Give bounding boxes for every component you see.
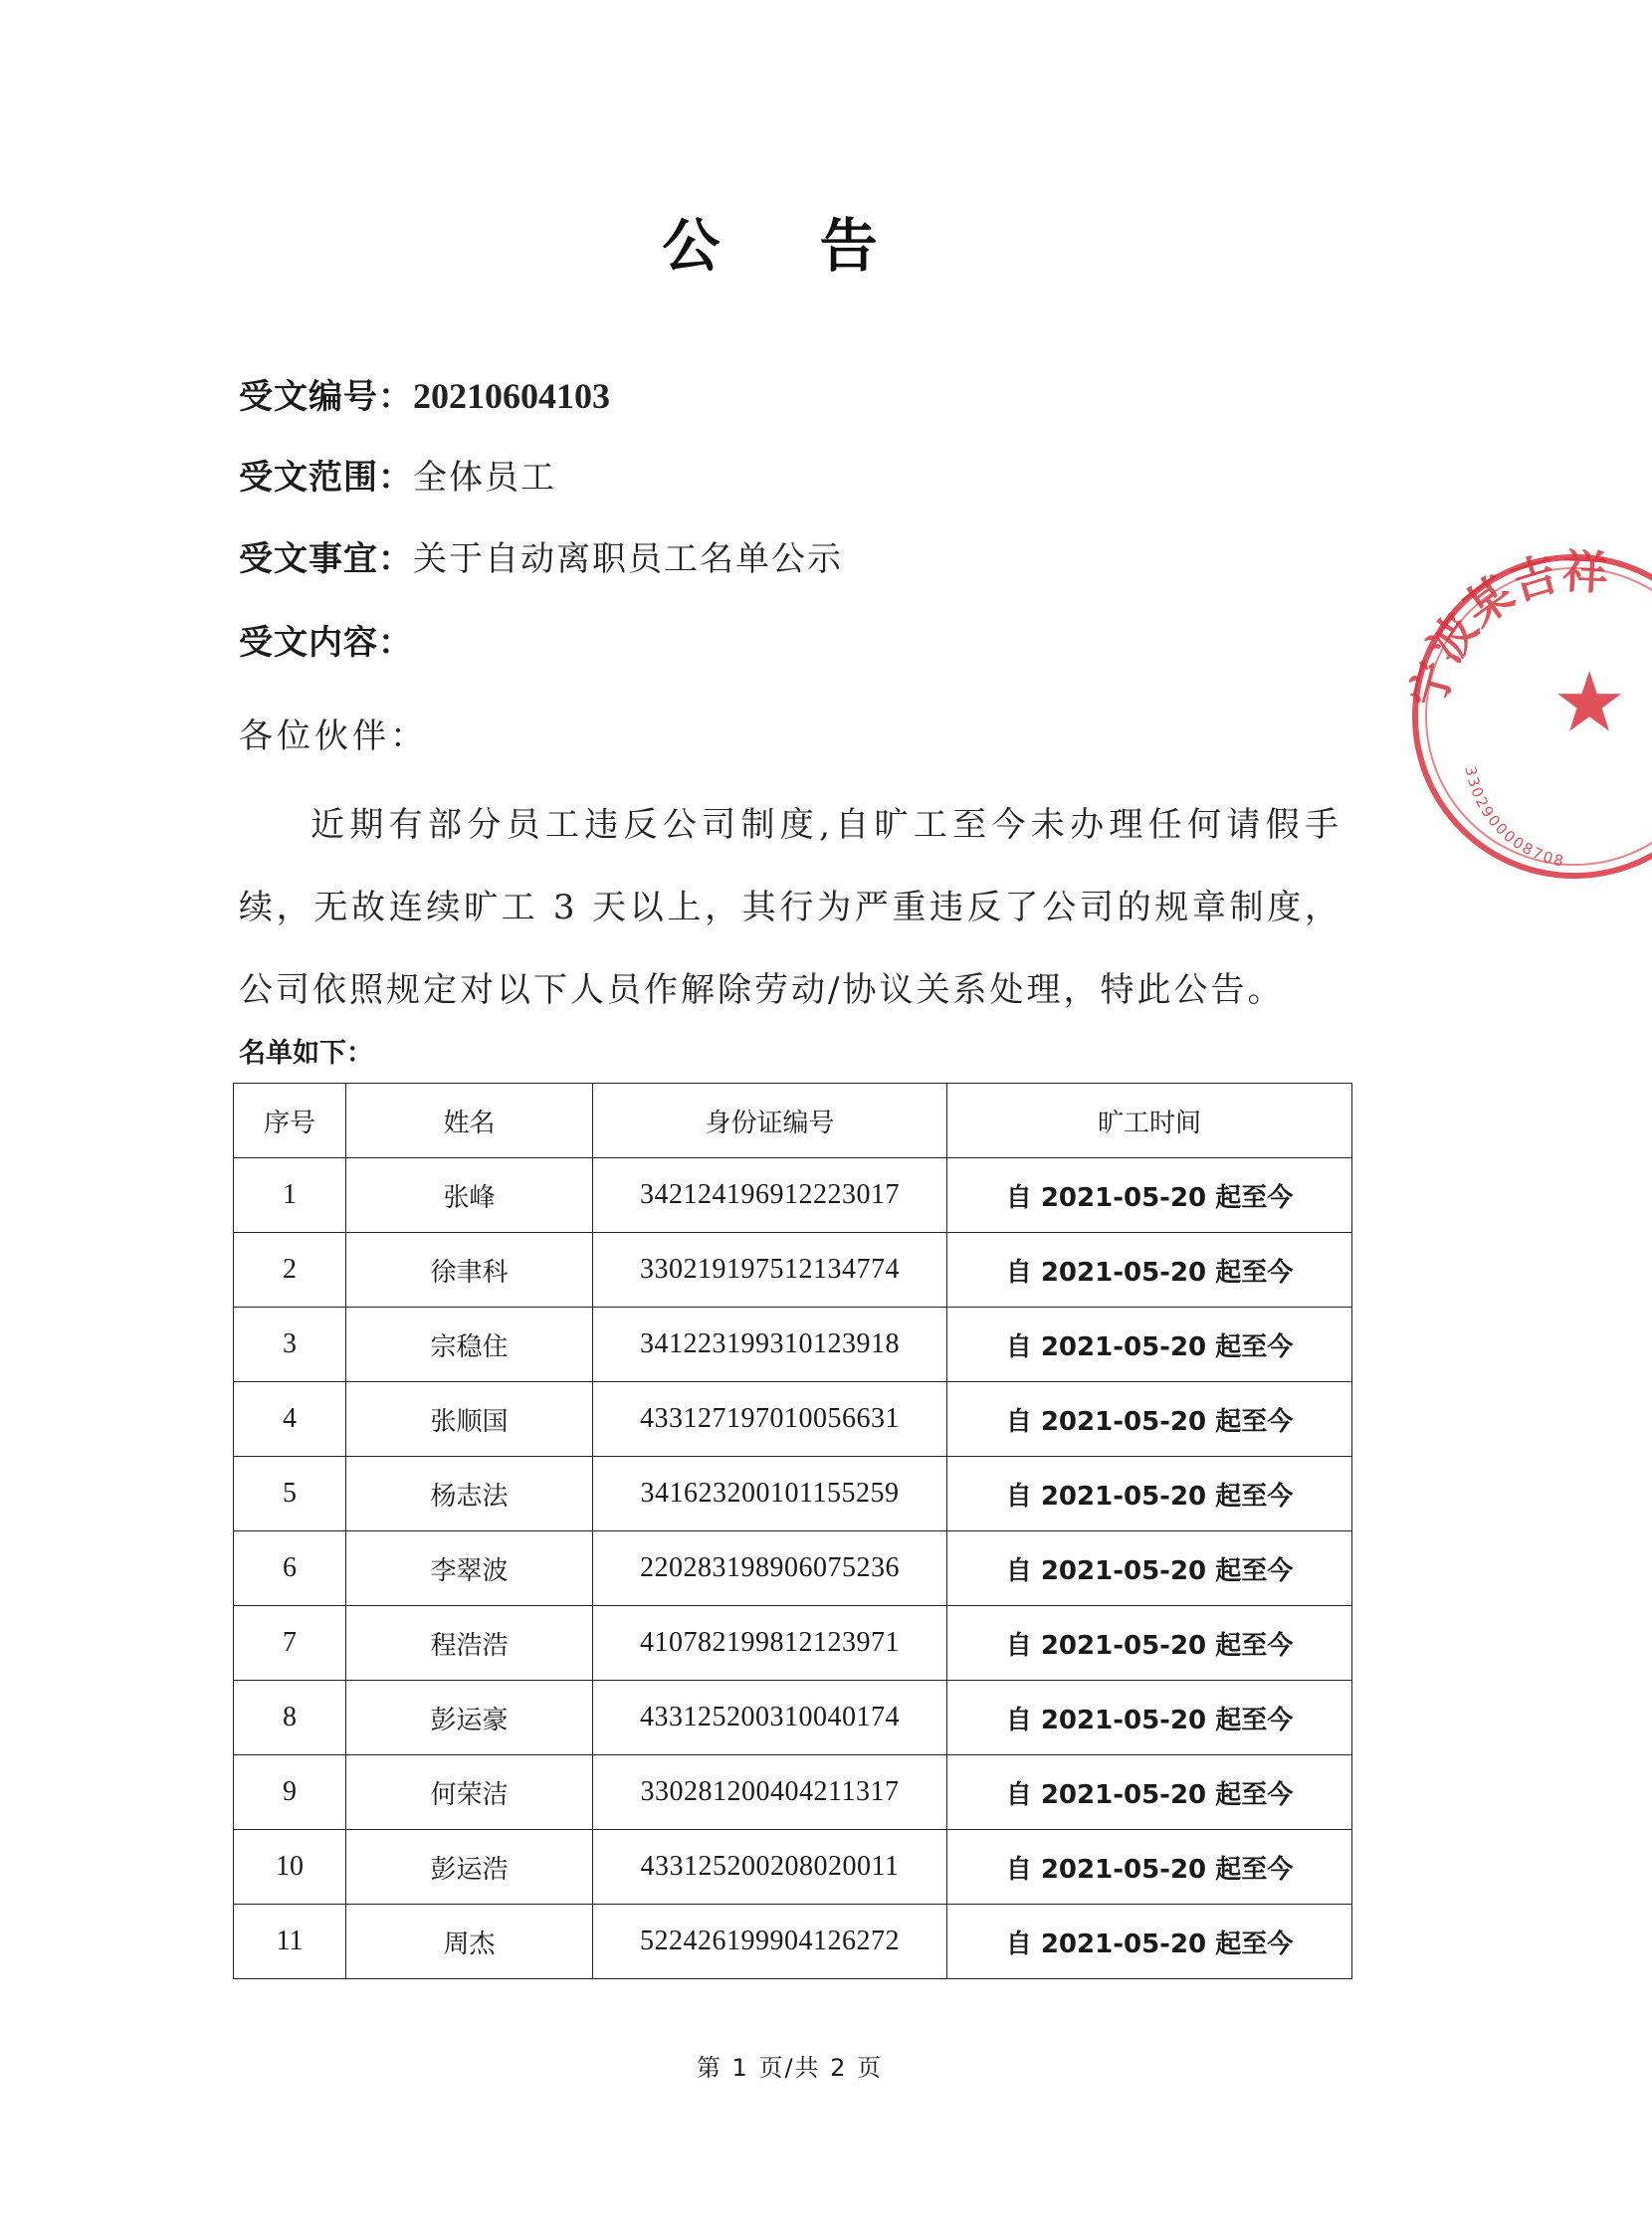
row-seq: 3 — [234, 1308, 346, 1382]
row-name: 张顺国 — [346, 1382, 593, 1457]
row-id-number: 330281200404211317 — [593, 1755, 947, 1830]
row-seq: 5 — [234, 1457, 346, 1531]
row-absence-time: 自 2021-05-20 起至今 — [947, 1457, 1352, 1531]
row-seq: 2 — [234, 1233, 346, 1308]
company-seal-stamp — [1393, 517, 1652, 876]
row-seq: 10 — [234, 1830, 346, 1905]
row-name: 李翠波 — [346, 1531, 593, 1606]
row-absence-time: 自 2021-05-20 起至今 — [947, 1681, 1352, 1755]
table-row — [234, 1531, 1352, 1606]
row-seq: 7 — [234, 1606, 346, 1681]
meta-label: 受文编号： — [239, 377, 413, 417]
row-name: 张峰 — [346, 1158, 593, 1233]
row-name: 彭运豪 — [346, 1681, 593, 1755]
table-row — [234, 1905, 1352, 1979]
row-name: 彭运浩 — [346, 1830, 593, 1905]
row-name: 何荣洁 — [346, 1755, 593, 1830]
row-id-number: 410782199812123971 — [593, 1606, 947, 1681]
row-name: 周杰 — [346, 1905, 593, 1979]
row-absence-time: 自 2021-05-20 起至今 — [947, 1382, 1352, 1457]
table-row — [234, 1830, 1352, 1905]
meta-label: 受文事宜： — [239, 539, 413, 579]
meta-doc-number — [239, 374, 610, 419]
row-name: 宗稳住 — [346, 1308, 593, 1382]
row-name: 程浩浩 — [346, 1606, 593, 1681]
row-seq: 4 — [234, 1382, 346, 1457]
doc-number-value: 20210604103 — [413, 376, 610, 416]
row-id-number: 341623200101155259 — [593, 1457, 947, 1531]
greeting: 各位伙伴： — [239, 716, 428, 756]
row-absence-time: 自 2021-05-20 起至今 — [947, 1531, 1352, 1606]
row-id-number: 220283198906075236 — [593, 1531, 947, 1606]
table-header-row — [234, 1084, 1352, 1158]
row-id-number: 342124196912223017 — [593, 1158, 947, 1233]
row-id-number: 433125200208020011 — [593, 1830, 947, 1905]
table-row — [234, 1681, 1352, 1755]
scope-value: 全体员工 — [413, 458, 556, 498]
row-id-number: 433127197010056631 — [593, 1382, 947, 1457]
table-row — [234, 1457, 1352, 1531]
meta-label: 受文范围： — [239, 458, 413, 498]
table-row — [234, 1606, 1352, 1681]
row-absence-time: 自 2021-05-20 起至今 — [947, 1158, 1352, 1233]
row-absence-time: 自 2021-05-20 起至今 — [947, 1830, 1352, 1905]
page-footer: 第 1 页/共 2 页 — [696, 2054, 884, 2082]
meta-subject — [239, 537, 843, 581]
subject-value: 关于自动离职员工名单公示 — [413, 539, 843, 579]
row-id-number: 522426199904126272 — [593, 1905, 947, 1979]
table-row — [234, 1308, 1352, 1382]
meta-content — [239, 621, 413, 665]
row-seq: 1 — [234, 1158, 346, 1233]
row-id-number: 341223199310123918 — [593, 1308, 947, 1382]
row-seq: 9 — [234, 1755, 346, 1830]
row-absence-time: 自 2021-05-20 起至今 — [947, 1606, 1352, 1681]
header-name: 姓名 — [346, 1084, 593, 1158]
table-row — [234, 1382, 1352, 1457]
header-id-number: 身份证编号 — [593, 1084, 947, 1158]
row-seq: 6 — [234, 1531, 346, 1606]
meta-label: 受文内容： — [239, 623, 413, 663]
row-seq: 8 — [234, 1681, 346, 1755]
table-row — [234, 1158, 1352, 1233]
meta-scope — [239, 456, 556, 500]
roster-body — [234, 1158, 1352, 1979]
stamp-code-text: 3302900008708 — [1461, 764, 1567, 871]
table-row — [234, 1755, 1352, 1830]
row-id-number: 330219197512134774 — [593, 1233, 947, 1308]
row-absence-time: 自 2021-05-20 起至今 — [947, 1308, 1352, 1382]
list-title: 名单如下： — [239, 1038, 373, 1069]
notice-body: 近期有部分员工违反公司制度,自旷工至今未办理任何请假手续，无故连续旷工 3 天以上，其行为严重违反了公司的规章制度，公司依照规定对以下人员作解除劳动/协议关系处理，特此公告。 — [239, 805, 1342, 1010]
row-name: 杨志法 — [346, 1457, 593, 1531]
row-id-number: 433125200310040174 — [593, 1681, 947, 1755]
table-row — [234, 1233, 1352, 1308]
row-seq: 11 — [234, 1905, 346, 1979]
stamp-company-text: 宁波某吉祥 — [1400, 543, 1610, 713]
row-name: 徐聿科 — [346, 1233, 593, 1308]
row-absence-time: 自 2021-05-20 起至今 — [947, 1905, 1352, 1979]
row-absence-time: 自 2021-05-20 起至今 — [947, 1233, 1352, 1308]
notice-title: 公 告 — [662, 212, 918, 280]
header-absence-time: 旷工时间 — [947, 1084, 1352, 1158]
row-absence-time: 自 2021-05-20 起至今 — [947, 1755, 1352, 1830]
header-seq: 序号 — [234, 1084, 346, 1158]
roster-table — [233, 1083, 1352, 1979]
